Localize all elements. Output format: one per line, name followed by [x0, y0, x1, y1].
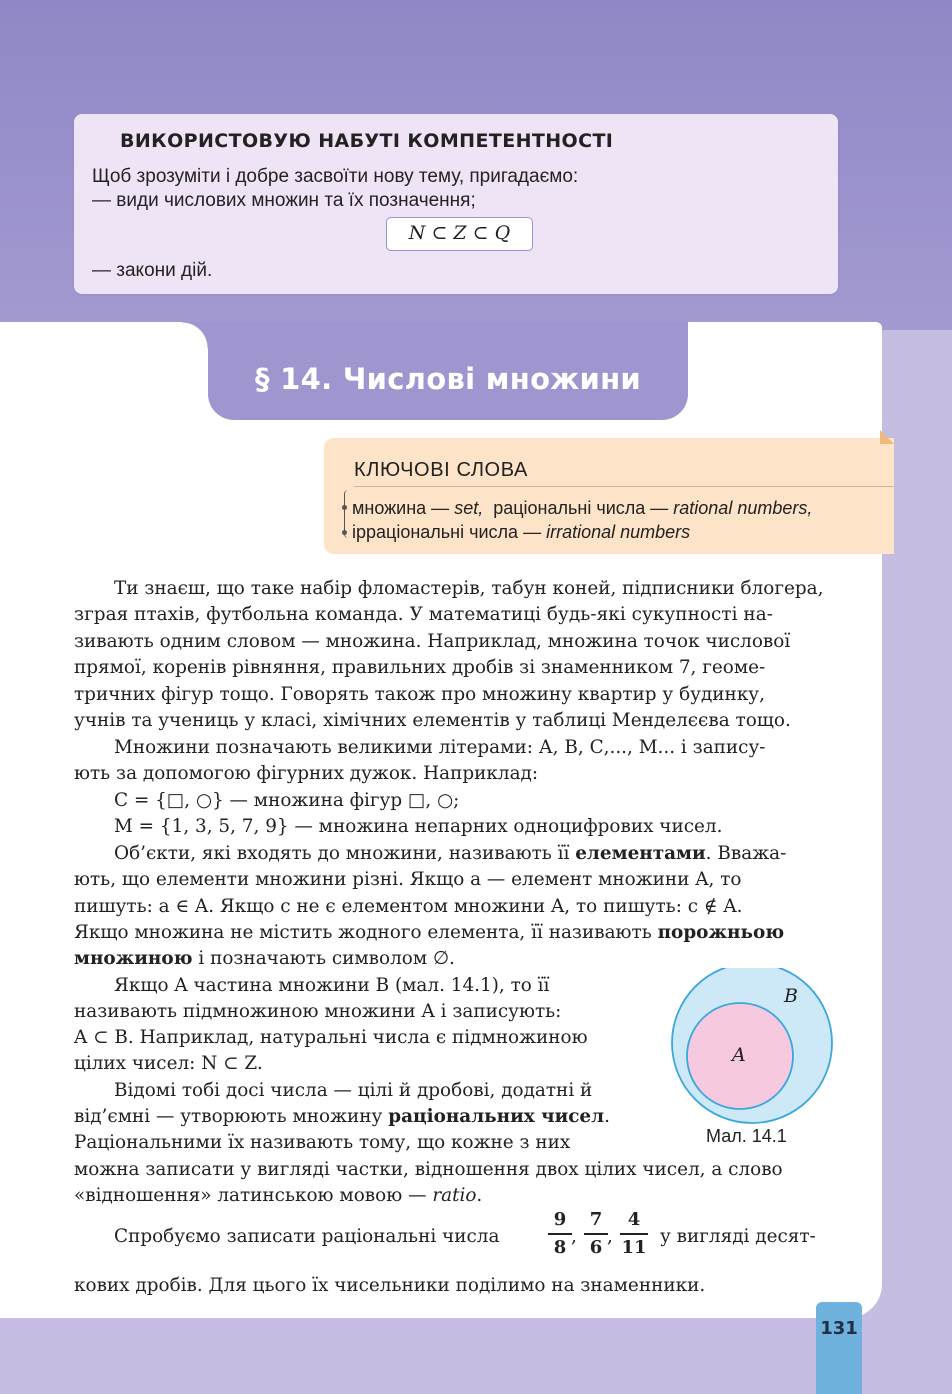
paragraph-line: Раціональними їх називають тому, що кожне з них	[74, 1132, 571, 1153]
bullet-dot	[342, 530, 347, 535]
paragraph-line: учнів та учениць у класі, хімічних елементів у таблиці Менделєєва тощо.	[74, 710, 791, 731]
fraction-bar	[548, 1233, 572, 1235]
paragraph-line: ють, що елементи множини різні. Якщо a — елемент множини A, то	[74, 869, 742, 890]
tab-shoulder-left	[182, 322, 208, 348]
paragraph-line: «відношення» латинською мовою — ratio.	[74, 1185, 483, 1206]
paragraph-line: називають підмножиною множини A і записують:	[74, 1001, 562, 1022]
keyword-line: множина — set, раціональні числа — rational numbers,	[352, 498, 813, 518]
competence-box	[74, 114, 838, 294]
paragraph-line: можна записати у вигляді частки, відношення двох цілих чисел, а слово	[74, 1159, 783, 1180]
paragraph-line: тричних фігур тощо. Говорять також про множину квартир у будинку,	[74, 684, 765, 705]
fraction-bar	[620, 1233, 648, 1235]
formula-box: N ⊂ Z ⊂ Q	[386, 217, 533, 251]
paragraph-line: множиною і позначають символом ∅.	[74, 948, 455, 969]
formula-line: M = {1, 3, 5, 7, 9} — множина непарних одноцифрових чисел.	[114, 816, 723, 837]
venn-diagram	[668, 968, 842, 1126]
bottom-background-band	[0, 1310, 952, 1394]
paragraph-line: зивають одним словом — множина. Наприклад, множина точок числової	[74, 631, 791, 652]
paragraph-line: Множини позначають великими літерами: А, В, С,..., М... і запису-	[114, 737, 766, 758]
paragraph-line: у вигляді десят-	[660, 1226, 816, 1247]
competence-title: ВИКОРИСТОВУЮ НАБУТІ КОМПЕТЕНТНОСТІ	[120, 130, 614, 152]
paragraph-line: A ⊂ B. Наприклад, натуральні числа є підмножиною	[74, 1027, 588, 1048]
fraction-numerator: 7	[589, 1209, 603, 1230]
fraction-numerator: 4	[627, 1209, 641, 1230]
fraction	[548, 1210, 572, 1258]
bullet-dot	[342, 505, 347, 510]
set-b-label: B	[784, 985, 798, 1007]
fraction	[620, 1210, 648, 1258]
paragraph-line: Спробуємо записати раціональні числа	[114, 1226, 500, 1247]
paragraph-line: зграя птахів, футбольна команда. У математиці будь-які сукупності на-	[74, 604, 774, 625]
fraction-separator: ,	[607, 1226, 613, 1247]
fraction-separator: ,	[571, 1226, 577, 1247]
fraction-denominator: 11	[621, 1236, 647, 1258]
paragraph-line: Якщо A частина множини B (мал. 14.1), то її	[114, 975, 550, 996]
competence-intro: Щоб зрозуміти і добре засвоїти нову тему, пригадаємо:	[92, 166, 579, 187]
paragraph-line: Якщо множина не містить жодного елемента, її називають порожньою	[74, 922, 785, 943]
set-a-label: A	[732, 1044, 746, 1066]
keywords-box	[324, 438, 894, 554]
fraction-denominator: 6	[589, 1236, 603, 1258]
paragraph-line: Об’єкти, які входять до множини, називають її елементами. Вважа-	[114, 843, 787, 864]
section-title-tab	[208, 322, 688, 420]
keywords-divider	[354, 486, 894, 487]
fraction-bar	[584, 1233, 608, 1235]
fraction	[584, 1210, 608, 1258]
paragraph-line: пишуть: a ∈ A. Якщо c не є елементом множини A, то пишуть: c ∉ A.	[74, 896, 743, 917]
keyword-line: ірраціональні числа — irrational numbers	[352, 522, 691, 542]
paragraph-line: від’ємні — утворюють множину раціональних чисел.	[74, 1106, 610, 1127]
formula-line: C = {□, ○} — множина фігур □, ○;	[114, 790, 460, 811]
section-title: § 14. Числові множини	[254, 362, 642, 396]
competence-item: — закони дій.	[92, 260, 213, 281]
keywords-heading: КЛЮЧОВІ СЛОВА	[354, 459, 528, 481]
page-number: 131	[820, 1318, 858, 1339]
paragraph-line: цілих чисел: N ⊂ Z.	[74, 1053, 263, 1074]
paragraph-line: ють за допомогою фігурних дужок. Наприклад:	[74, 763, 539, 784]
fraction-numerator: 9	[553, 1209, 567, 1230]
paragraph-line: Ти знаєш, що таке набір фломастерів, табун коней, підписники блогера,	[114, 578, 824, 599]
page-number-tab	[816, 1302, 862, 1394]
paragraph-line: кових дробів. Для цього їх чисельники поділимо на знаменники.	[74, 1275, 706, 1296]
keywords-ribbon	[880, 430, 894, 444]
paragraph-line: Відомі тобі досі числа — цілі й дробові, додатні й	[114, 1080, 593, 1101]
figure-caption: Мал. 14.1	[706, 1126, 787, 1146]
competence-item: — види числових множин та їх позначення;	[92, 190, 476, 211]
fraction-denominator: 8	[553, 1236, 567, 1258]
paragraph-line: прямої, коренів рівняння, правильних дробів зі знаменником 7, геоме-	[74, 657, 766, 678]
